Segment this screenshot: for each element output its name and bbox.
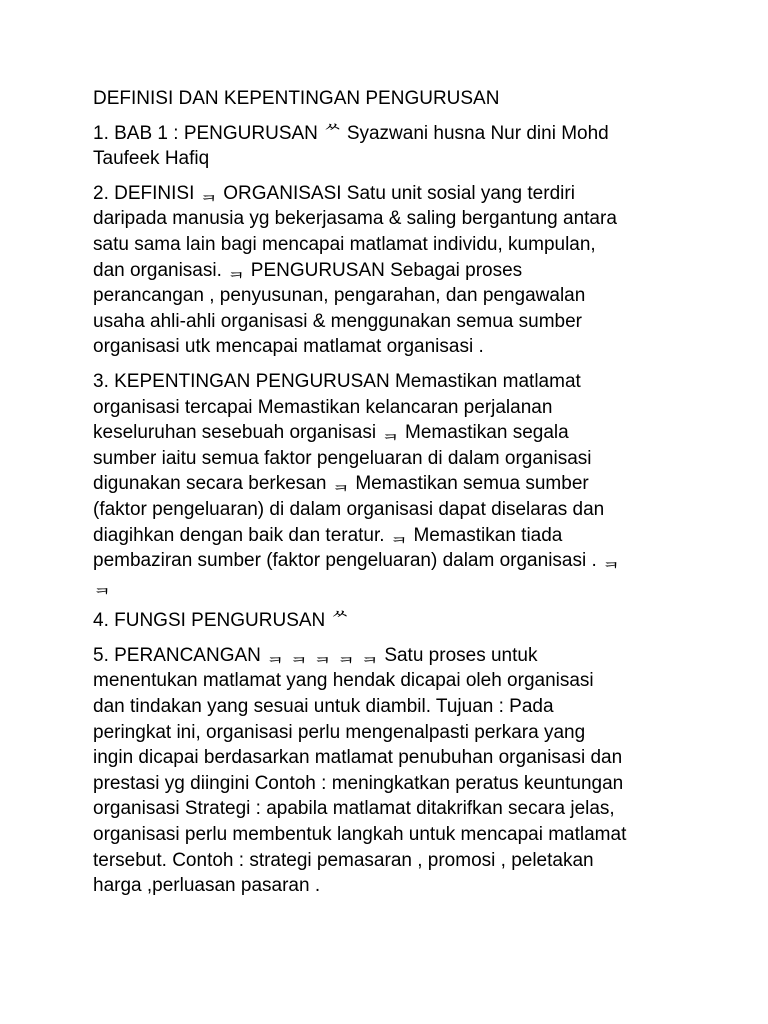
document-body — [93, 86, 693, 908]
document-title: DEFINISI DAN KEPENTINGAN PENGURUSAN — [93, 88, 500, 109]
paragraph-definisi: 2. DEFINISI ᆿ ORGANISASI Satu unit sosial yang terdiri daripada manusia yg bekerjasama & saling bergantung antara satu sama lain bagi mencapai matlamat individu, kumpulan, dan organisasi. ᆿ PENGURUSAN Sebagai proses perancangan , penyusunan, pengarahan, dan pengawalan usaha ahli-ahli organisasi & menggunakan semua sumber organisasi utk mencapai matlamat organisasi . — [93, 182, 617, 358]
paragraph-kepentingan: 3. KEPENTINGAN PENGURUSAN Memastikan matlamat organisasi tercapai Memastikan kelancaran perjalanan keseluruhan sesebuah organisasi ᆿ Memastikan segala sumber iaitu semua faktor pengeluaran di dalam organisasi digunakan secara berkesan ᆿ Memastikan semua sumber (faktor pengeluaran) di dalam organisasi dapat diselaras dan diagihkan dengan baik dan teratur. ᆿ Memastikan tiada pembaziran sumber (faktor pengeluaran) dalam organisasi . ᆿ ᆿ — [93, 370, 621, 597]
paragraph-bab-1: 1. BAB 1 : PENGURUSAN ᄊ Syazwani husna Nur dini Mohd Taufeek Hafiq — [93, 122, 609, 170]
paragraph-perancangan: 5. PERANCANGAN ᆿ ᆿ ᆿ ᆿ ᆿ Satu proses untuk menentukan matlamat yang hendak dicapai oleh organisasi dan tindakan yang sesuai untuk diambil. Tujuan : Pada peringkat ini, organisasi perlu mengenalpasti perkara yang ingin dicapai berdasarkan matlamat penubuhan organisasi dan prestasi yg diingini Contoh : meningkatkan peratus keuntungan organisasi Strategi : apabila matlamat ditakrifkan secara jelas, organisasi perlu membentuk langkah untuk mencapai matlamat tersebut. Contoh : strategi pemasaran , promosi , peletakan harga ,perluasan pasaran . — [93, 644, 627, 897]
paragraph-fungsi: 4. FUNGSI PENGURUSAN ᄊ — [93, 610, 349, 632]
